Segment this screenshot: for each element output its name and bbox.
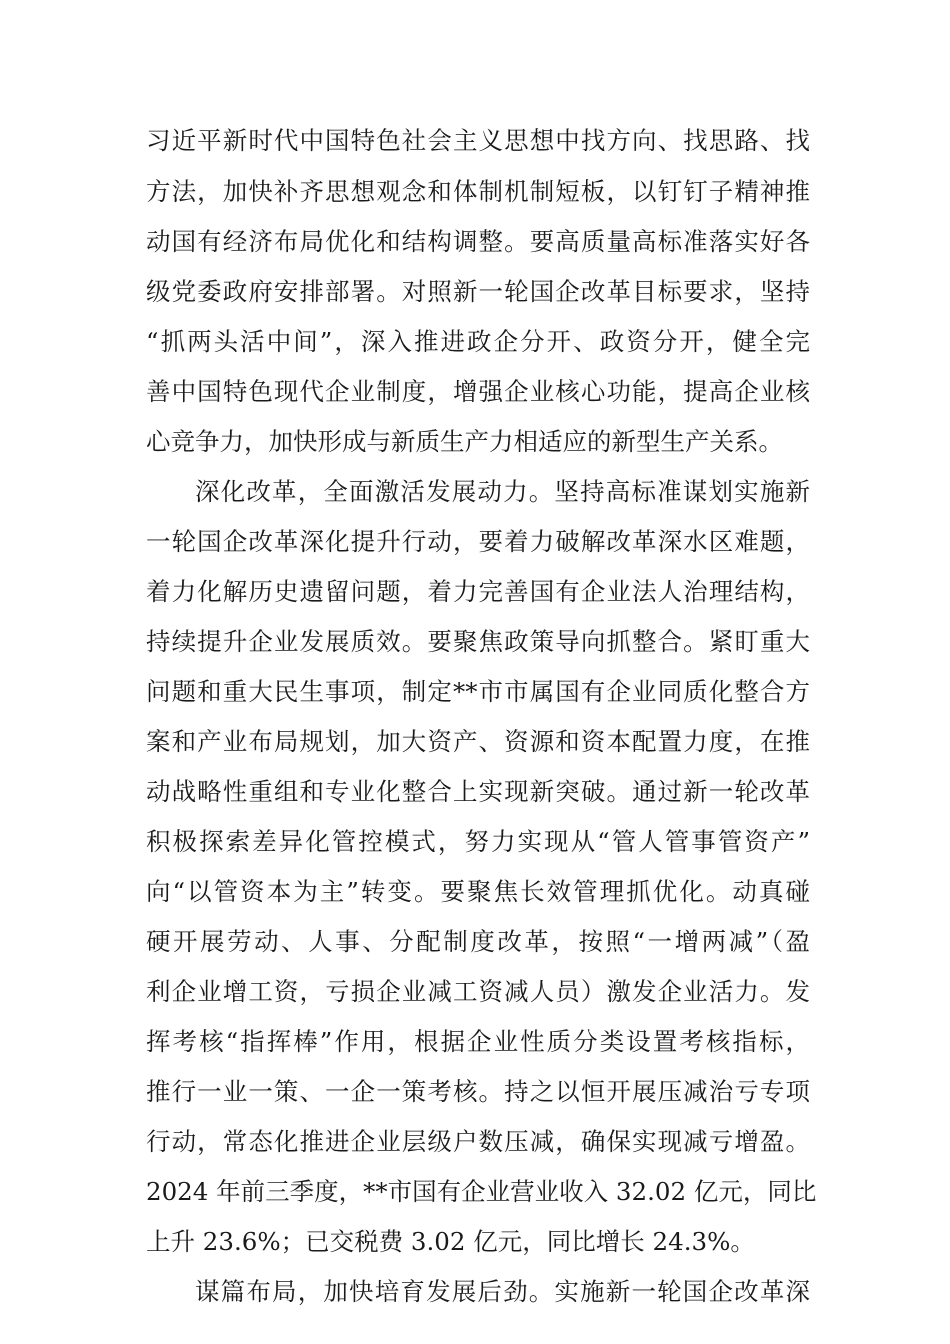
text-line: 问题和重大民生事项，制定**市市属国有企业同质化整合方 — [146, 677, 810, 706]
text-line: 动战略性重组和专业化整合上实现新突破。通过新一轮改革 — [146, 777, 810, 806]
text-line: 向“以管资本为主”转变。要聚焦长效管理抓优化。动真碰 — [146, 877, 810, 906]
text-line: 利企业增工资，亏损企业减工资减人员）激发企业活力。发 — [146, 977, 810, 1006]
text-line: 推行一业一策、一企一策考核。持之以恒开展压减治亏专项 — [146, 1077, 810, 1106]
text-line: 着力化解历史遗留问题，着力完善国有企业法人治理结构， — [146, 577, 810, 606]
text-line: 一轮国企改革深化提升行动，要着力破解改革深水区难题， — [146, 527, 810, 556]
text-line: “抓两头活中间”，深入推进政企分开、政资分开，健全完 — [146, 327, 810, 356]
text-line: 动国有经济布局优化和结构调整。要高质量高标准落实好各 — [146, 227, 810, 256]
text-line: 挥考核“指挥棒”作用，根据企业性质分类设置考核指标， — [146, 1027, 810, 1056]
text-line: 2024 年前三季度，**市国有企业营业收入 32.02 亿元，同比 — [146, 1177, 817, 1206]
text-line: 案和产业布局规划，加大资产、资源和资本配置力度，在推 — [146, 727, 810, 756]
text-line: 硬开展劳动、人事、分配制度改革，按照“一增两减”（盈 — [146, 927, 810, 956]
text-line: 级党委政府安排部署。对照新一轮国企改革目标要求，坚持 — [146, 277, 810, 306]
text-line: 积极探索差异化管控模式，努力实现从“管人管事管资产” — [146, 827, 810, 856]
text-line: 方法，加快补齐思想观念和体制机制短板，以钉钉子精神推 — [146, 177, 810, 206]
paragraph-first-line: 谋篇布局，加快培育发展后劲。实施新一轮国企改革深 — [195, 1277, 810, 1306]
text-line: 持续提升企业发展质效。要聚焦政策导向抓整合。紧盯重大 — [146, 627, 810, 656]
text-line: 心竞争力，加快形成与新质生产力相适应的新型生产关系。 — [146, 427, 783, 456]
text-line: 善中国特色现代企业制度，增强企业核心功能，提高企业核 — [146, 377, 810, 406]
text-line: 习近平新时代中国特色社会主义思想中找方向、找思路、找 — [146, 126, 810, 155]
text-line: 行动，常态化推进企业层级户数压减，确保实现减亏增盈。 — [146, 1127, 810, 1156]
text-line: 上升 23.6%；已交税费 3.02 亿元，同比增长 24.3%。 — [146, 1227, 755, 1256]
paragraph-first-line: 深化改革，全面激活发展动力。坚持高标准谋划实施新 — [195, 477, 810, 506]
